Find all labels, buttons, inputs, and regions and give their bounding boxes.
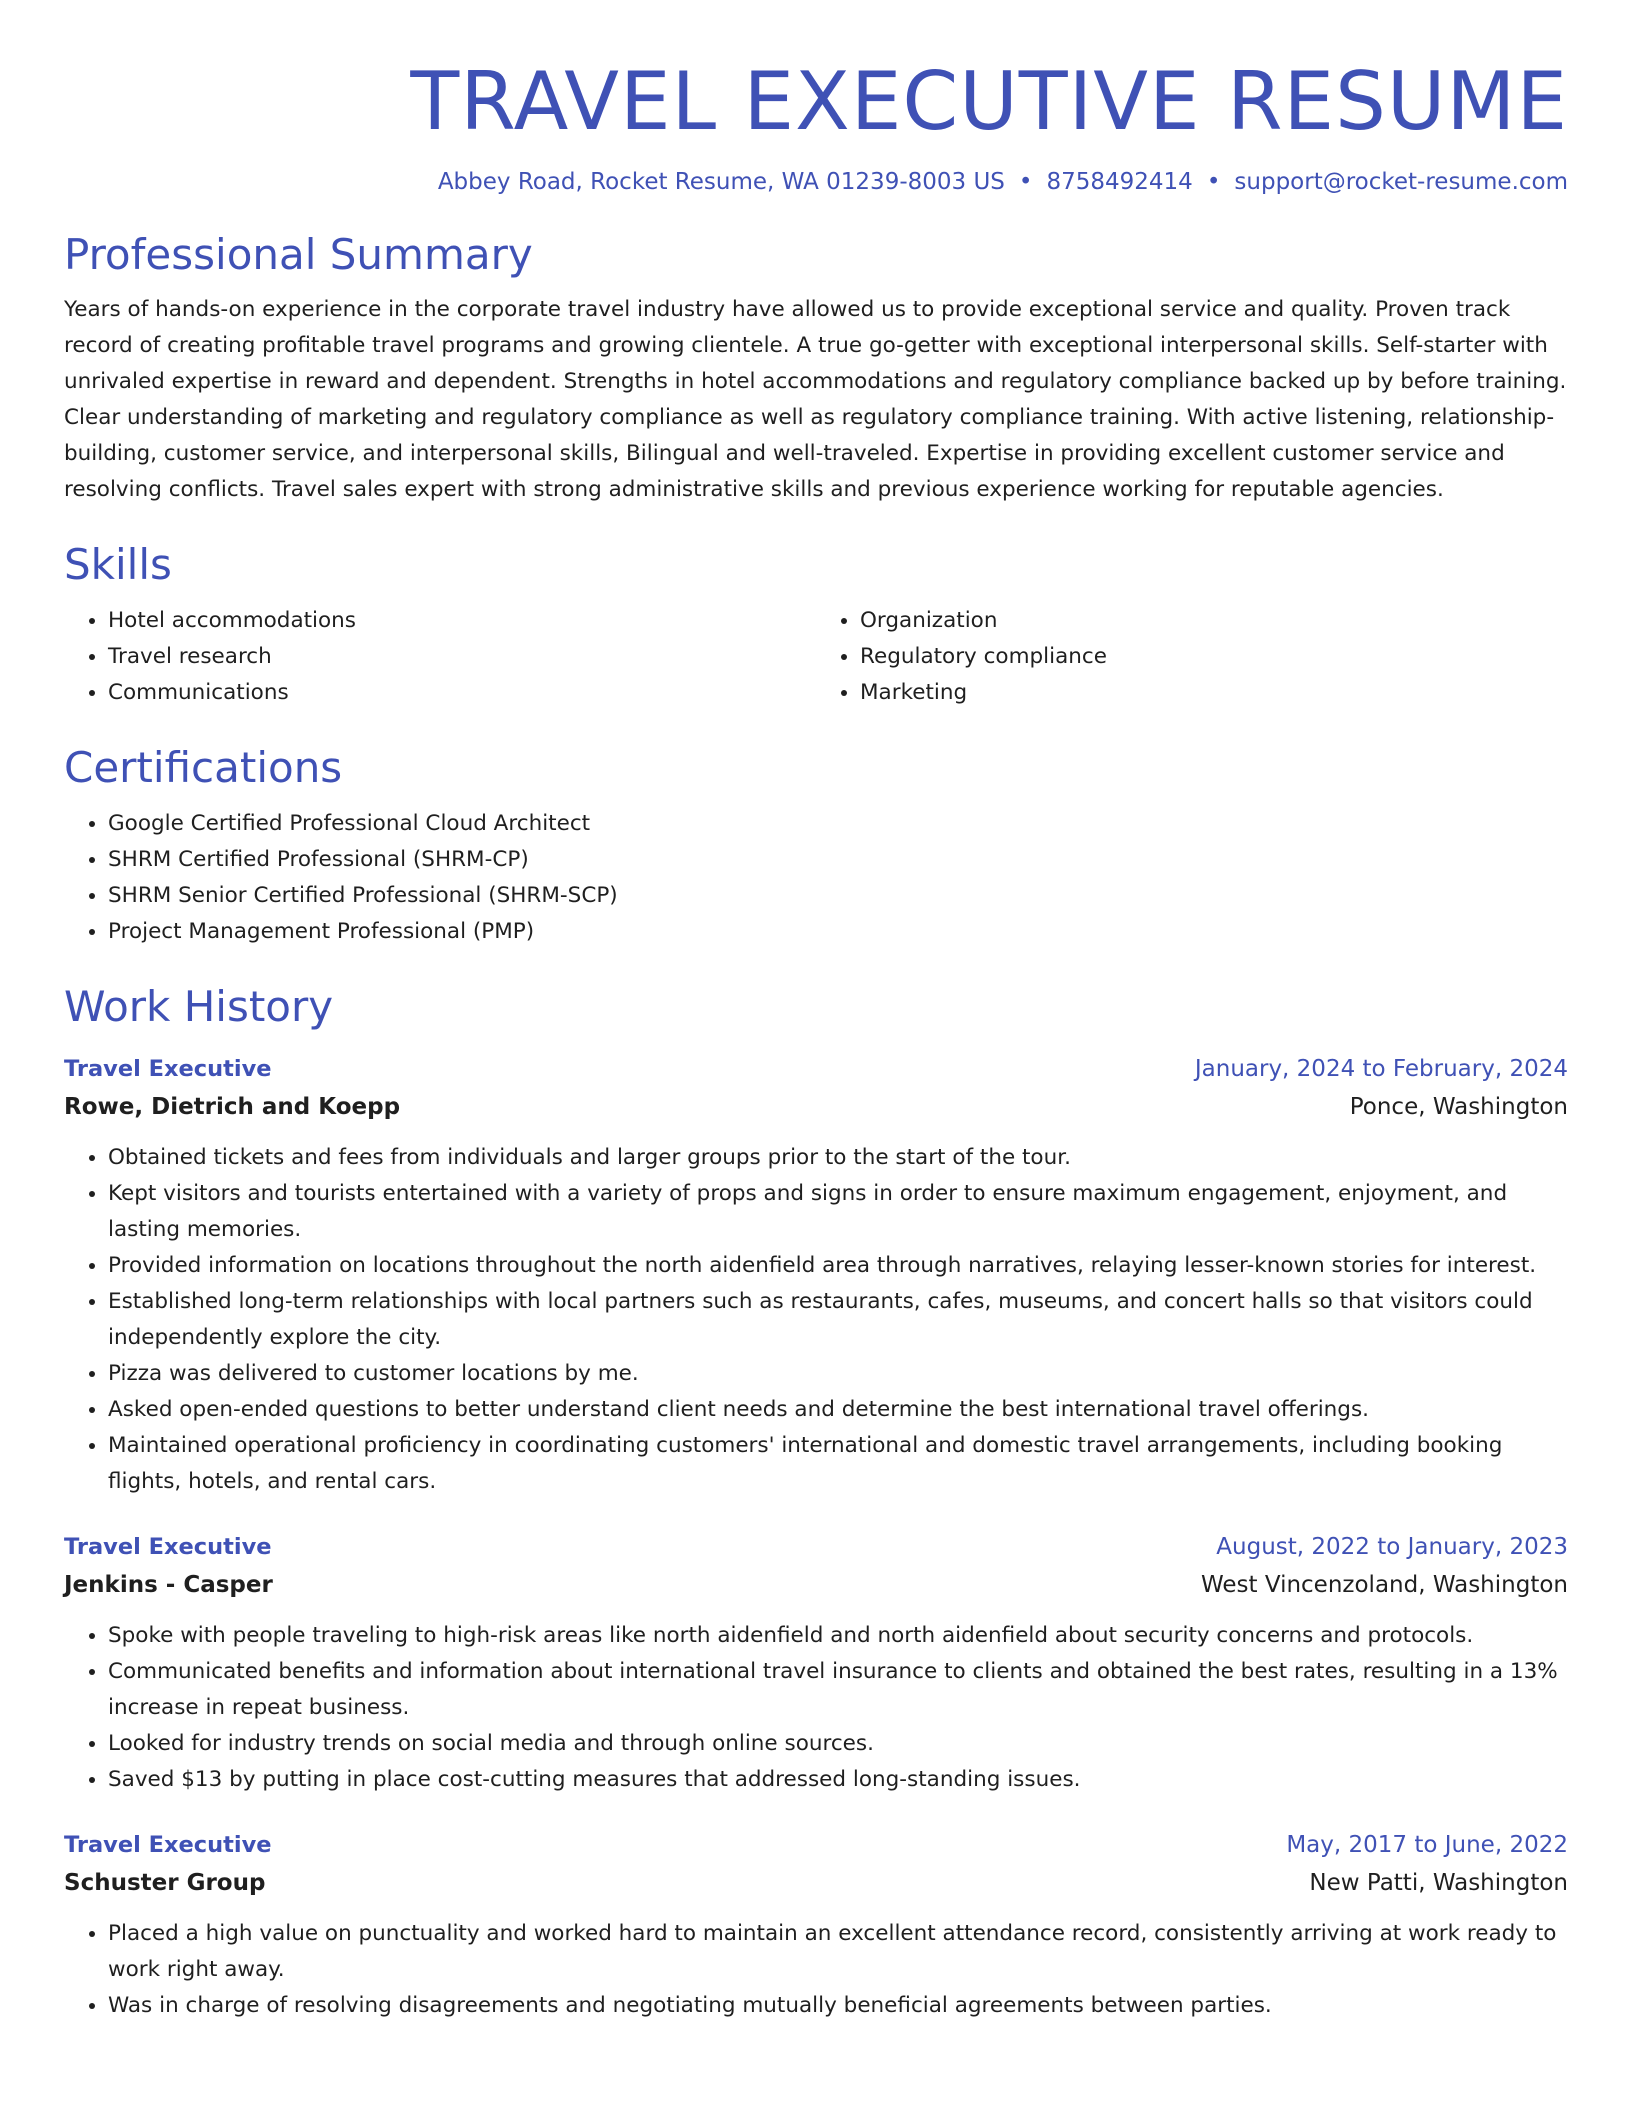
summary-heading: Professional Summary xyxy=(64,229,533,279)
job-title: Travel Executive xyxy=(64,1056,272,1083)
certification-item: • Google Certified Professional Cloud Architect xyxy=(108,806,1568,842)
certification-item: • Project Management Professional (PMP) xyxy=(108,914,1568,950)
skills-list xyxy=(64,603,1568,711)
job-duty: • Asked open-ended questions to better understand client needs and determine the best international travel offerings. xyxy=(108,1392,1568,1428)
skill-item: • Travel research xyxy=(108,639,816,675)
job-location: Ponce, Washington xyxy=(1349,1094,1568,1121)
job-subheader xyxy=(64,1566,1568,1604)
job-duties xyxy=(64,1140,1568,1500)
job-title: Travel Executive xyxy=(64,1534,272,1561)
skill-item: • Organization xyxy=(860,603,1568,639)
job-dates: May, 2017 to June, 2022 xyxy=(1286,1832,1568,1859)
job-dates: August, 2022 to January, 2023 xyxy=(1216,1534,1568,1561)
job-company: Schuster Group xyxy=(64,1870,266,1897)
work-history-heading: Work History xyxy=(64,981,334,1031)
job-duty: • Was in charge of resolving disagreements and negotiating mutually beneficial agreements between parties. xyxy=(108,1988,1568,2024)
job-duty: • Pizza was delivered to customer locations by me. xyxy=(108,1356,1568,1392)
skill-item: • Hotel accommodations xyxy=(108,603,816,639)
job-title: Travel Executive xyxy=(64,1832,272,1859)
contact-address: Abbey Road, Rocket Resume, WA 01239-8003 US xyxy=(437,169,1005,195)
contact-separator: • xyxy=(1018,169,1033,195)
job-header xyxy=(64,1050,1568,1088)
job-duties xyxy=(64,1916,1568,2024)
contact-email: support@rocket-resume.com xyxy=(1234,169,1568,195)
skill-item: • Regulatory compliance xyxy=(860,639,1568,675)
job-duty: • Provided information on locations throughout the north aidenfield area through narratives, relaying lesser-known stories for interest. xyxy=(108,1248,1568,1284)
skills-column-right xyxy=(816,603,1568,711)
certification-item: • SHRM Certified Professional (SHRM-CP) xyxy=(108,842,1568,878)
job-duties xyxy=(64,1618,1568,1798)
skills-column-left xyxy=(64,603,816,711)
job-duty: • Looked for industry trends on social media and through online sources. xyxy=(108,1726,1568,1762)
job-duty: • Kept visitors and tourists entertained with a variety of props and signs in order to ensure maximum engagement, enjoyment, and lasting memories. xyxy=(108,1176,1568,1248)
skill-item: • Marketing xyxy=(860,675,1568,711)
job-duty: • Placed a high value on punctuality and worked hard to maintain an excellent attendance record, consistently arriving at work ready to work right away. xyxy=(108,1916,1568,1988)
job-header xyxy=(64,1528,1568,1566)
job-location: West Vincenzoland, Washington xyxy=(1200,1572,1568,1599)
job-location: New Patti, Washington xyxy=(1309,1870,1568,1897)
contact-separator: • xyxy=(1206,169,1221,195)
job-subheader xyxy=(64,1864,1568,1902)
job-company: Rowe, Dietrich and Koepp xyxy=(64,1094,401,1121)
job-entry xyxy=(64,1050,1568,1500)
job-duty: • Saved $13 by putting in place cost-cutting measures that addressed long-standing issues. xyxy=(108,1762,1568,1798)
job-duty: • Communicated benefits and information about international travel insurance to clients and obtained the best rates, resulting in a 13% increase in repeat business. xyxy=(108,1654,1568,1726)
resume-title: TRAVEL EXECUTIVE RESUME xyxy=(410,55,1568,148)
certifications-list xyxy=(64,806,1568,950)
certifications-heading: Certifications xyxy=(64,743,343,793)
skill-item: • Communications xyxy=(108,675,816,711)
certification-item: • SHRM Senior Certified Professional (SHRM-SCP) xyxy=(108,878,1568,914)
job-entry xyxy=(64,1528,1568,1798)
job-company: Jenkins - Casper xyxy=(64,1572,273,1599)
job-duty: • Maintained operational proficiency in coordinating customers' international and domestic travel arrangements, including booking flights, hotels, and rental cars. xyxy=(108,1428,1568,1500)
summary-text: Years of hands-on experience in the corporate travel industry have allowed us to provide exceptional service and quality. Proven track record of creating profitable travel programs and growing clientele. A true go-getter with exceptional interpersonal skills. Self-starter with unrivaled expertise in reward and dependent. Strengths in hotel accommodations and regulatory compliance backed up by before training. Clear understanding of marketing and regulatory compliance as well as regulatory compliance training. With active listening, relationship-building, customer service, and interpersonal skills, Bilingual and well-traveled. Expertise in providing excellent customer service and resolving conflicts. Travel sales expert with strong administrative skills and previous experience working for reputable agencies. xyxy=(64,297,1567,503)
job-duty: • Spoke with people traveling to high-risk areas like north aidenfield and north aidenfield about security concerns and protocols. xyxy=(108,1618,1568,1654)
skills-heading: Skills xyxy=(64,540,172,590)
contact-line xyxy=(64,168,1568,198)
contact-phone: 8758492414 xyxy=(1046,169,1193,195)
job-header xyxy=(64,1826,1568,1864)
job-dates: January, 2024 to February, 2024 xyxy=(1194,1056,1568,1083)
job-duty: • Obtained tickets and fees from individuals and larger groups prior to the start of the tour. xyxy=(108,1140,1568,1176)
job-subheader xyxy=(64,1088,1568,1126)
job-duty: • Established long-term relationships with local partners such as restaurants, cafes, museums, and concert halls so that visitors could independently explore the city. xyxy=(108,1284,1568,1356)
job-entry xyxy=(64,1826,1568,2024)
